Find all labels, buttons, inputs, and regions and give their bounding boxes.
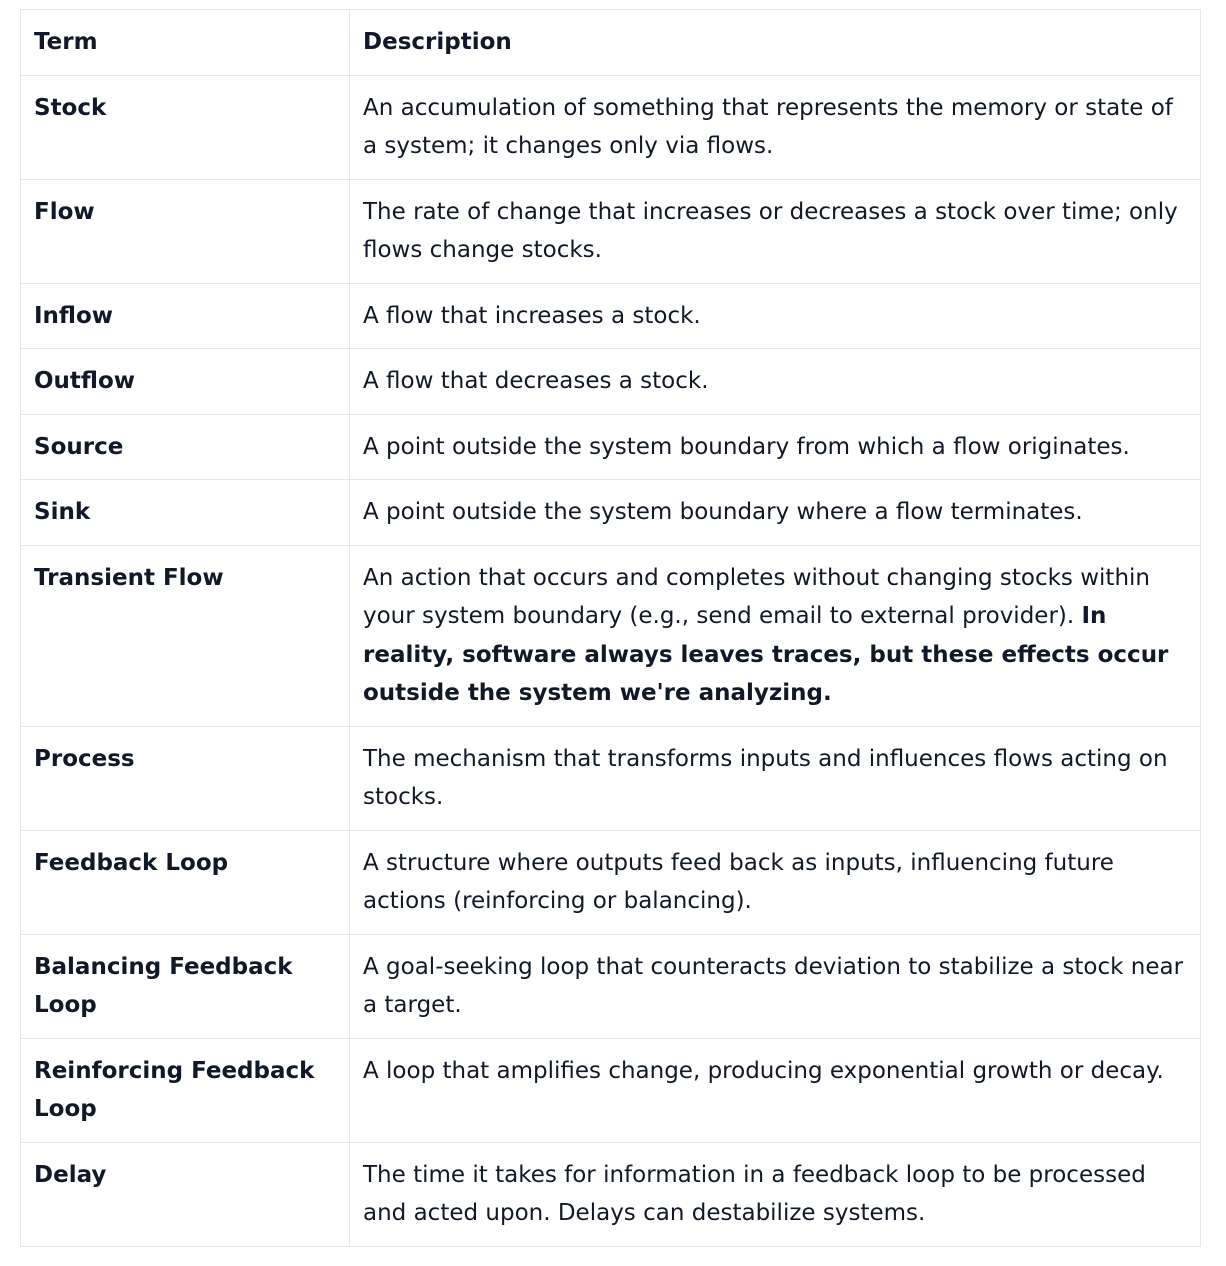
term-cell: Inflow	[21, 283, 350, 349]
description-emphasis: In reality, software always leaves traces, but these effects occur outside the system we're analyzing.	[363, 603, 1169, 706]
term-cell: Transient Flow	[21, 545, 350, 726]
header-row	[21, 10, 1201, 76]
glossary-table-container	[20, 9, 1200, 1247]
term-cell: Source	[21, 414, 350, 480]
description-cell	[350, 830, 1201, 934]
description-text: A point outside the system boundary where a flow terminates.	[363, 499, 1083, 525]
description-text: A loop that amplifies change, producing exponential growth or decay.	[363, 1057, 1164, 1084]
table-row	[21, 545, 1201, 726]
table-row	[21, 934, 1201, 1038]
table-row	[21, 75, 1201, 179]
table-row	[21, 726, 1201, 830]
table-body	[21, 75, 1201, 1246]
term-cell: Balancing Feedback Loop	[21, 934, 350, 1038]
description-cell	[350, 1142, 1201, 1246]
description-cell	[350, 480, 1201, 546]
description-text: An accumulation of something that represents the memory or state of a system; it changes only via flows.	[363, 94, 1173, 159]
term-cell: Reinforcing Feedback Loop	[21, 1038, 350, 1142]
term-cell: Process	[21, 726, 350, 830]
term-cell: Sink	[21, 480, 350, 546]
header-description: Description	[350, 10, 1201, 76]
table-row	[21, 349, 1201, 415]
term-cell: Feedback Loop	[21, 830, 350, 934]
description-text: A flow that decreases a stock.	[363, 368, 709, 394]
term-cell: Flow	[21, 179, 350, 283]
description-cell	[350, 934, 1201, 1038]
table-row	[21, 1038, 1201, 1142]
description-cell	[350, 726, 1201, 830]
term-cell: Stock	[21, 75, 350, 179]
description-cell	[350, 414, 1201, 480]
term-cell: Outflow	[21, 349, 350, 415]
description-text: A flow that increases a stock.	[363, 302, 701, 329]
description-cell	[350, 545, 1201, 726]
description-text: The time it takes for information in a feedback loop to be processed and acted upon. Delays can destabilize systems.	[363, 1161, 1146, 1226]
description-text: A point outside the system boundary from which a flow originates.	[363, 433, 1130, 460]
description-text: An action that occurs and completes without changing stocks within your system boundary (e.g., send email to external provider).	[363, 564, 1150, 629]
description-text: A goal-seeking loop that counteracts deviation to stabilize a stock near a target.	[363, 953, 1184, 1018]
table-header	[21, 10, 1201, 76]
description-cell	[350, 1038, 1201, 1142]
glossary-table	[20, 9, 1201, 1247]
description-cell	[350, 283, 1201, 349]
table-row	[21, 414, 1201, 480]
header-term: Term	[21, 10, 350, 76]
term-cell: Delay	[21, 1142, 350, 1246]
description-cell	[350, 75, 1201, 179]
description-cell	[350, 179, 1201, 283]
description-text: A structure where outputs feed back as inputs, influencing future actions (reinforcing or balancing).	[363, 849, 1114, 914]
table-row	[21, 1142, 1201, 1246]
description-cell	[350, 349, 1201, 415]
description-text: The rate of change that increases or decreases a stock over time; only flows change stocks.	[363, 198, 1178, 263]
description-text: The mechanism that transforms inputs and influences flows acting on stocks.	[363, 745, 1168, 810]
table-row	[21, 179, 1201, 283]
table-row	[21, 283, 1201, 349]
table-row	[21, 480, 1201, 546]
table-row	[21, 830, 1201, 934]
